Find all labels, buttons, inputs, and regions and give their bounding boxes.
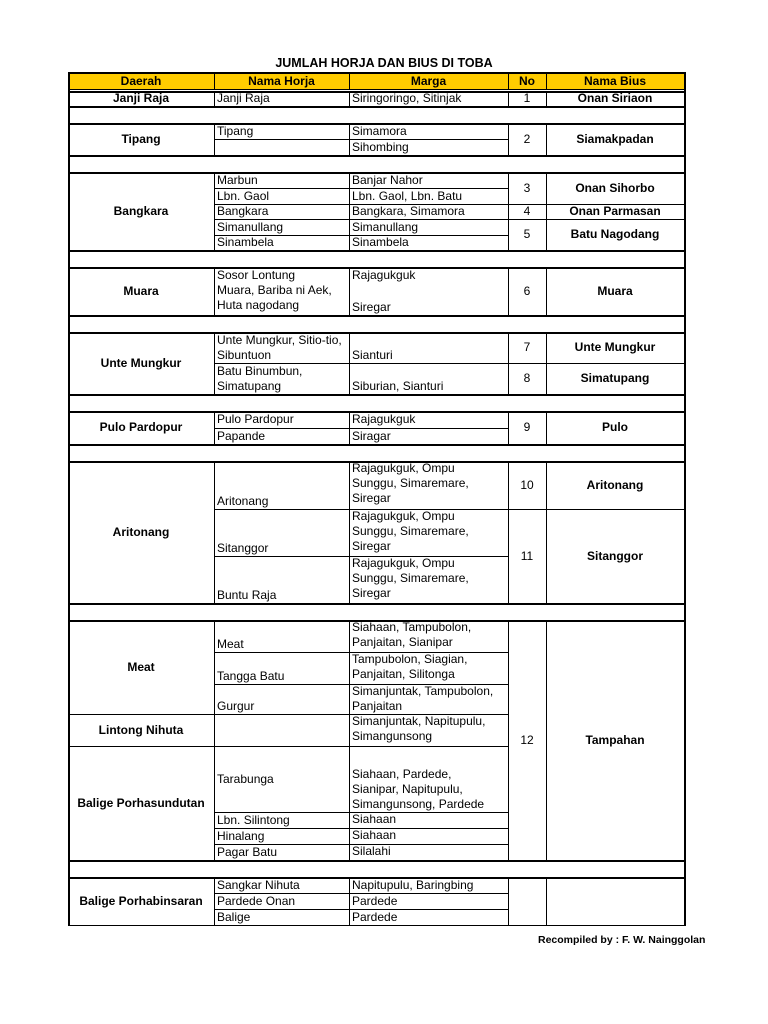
- no-cell: [511, 509, 543, 603]
- no-cell: [511, 363, 543, 394]
- marga-cell-text: Simanjuntak, Napitupulu, Simangunsong: [352, 714, 486, 743]
- marga-cell-text: Lbn. Gaol, Lbn. Batu: [352, 188, 463, 203]
- no-cell: [511, 620, 543, 860]
- bius-cell-text: Onan Parmasan: [569, 204, 661, 218]
- marga-cell-text: Banjar Nahor: [352, 172, 423, 187]
- daerah-cell: [71, 746, 211, 860]
- horja-cell: [217, 714, 346, 746]
- bius-cell-text: Unte Mungkur: [574, 340, 656, 354]
- no-cell: [511, 461, 543, 509]
- daerah-cell-text: Meat: [127, 659, 155, 674]
- grid-line: [508, 267, 509, 315]
- horja-cell: [217, 893, 346, 909]
- marga-cell-text: Siahaan: [352, 828, 397, 842]
- no-cell: [511, 332, 543, 363]
- marga-cell: [352, 828, 505, 844]
- marga-cell-text: Simamora: [352, 123, 407, 138]
- grid-line: [214, 172, 215, 250]
- marga-cell: [352, 172, 505, 188]
- header-nama-bius-text: Nama Bius: [583, 73, 647, 88]
- bius-cell: [549, 461, 681, 509]
- marga-cell: [352, 714, 505, 746]
- marga-cell: [352, 267, 505, 283]
- bius-cell: [549, 172, 681, 204]
- document-title: JUMLAH HORJA DAN BIUS DI TOBA: [275, 56, 493, 70]
- marga-cell: [352, 283, 505, 315]
- horja-cell-text: Aritonang: [217, 494, 269, 508]
- horja-cell-text: Buntu Raja: [217, 588, 277, 602]
- marga-cell-text: Siahaan, Pardede, Sianipar, Napitupulu, Simangunsong, Pardede: [352, 767, 485, 811]
- horja-cell-text: Sosor Lontung: [217, 267, 296, 282]
- horja-cell-text: Gurgur: [217, 699, 255, 713]
- grid-line: [546, 877, 547, 925]
- no-cell: [511, 267, 543, 315]
- marga-cell-text: Rajagukguk, Ompu Sunggu, Simaremare, Siregar: [352, 461, 469, 505]
- no-cell: [511, 219, 543, 250]
- grid-line: [68, 604, 686, 605]
- marga-cell-text: Simanullang: [352, 219, 419, 234]
- grid-line: [508, 72, 509, 89]
- bius-cell-text: Aritonang: [586, 477, 644, 492]
- header-marga: [352, 73, 505, 89]
- marga-cell-text: Silalahi: [352, 844, 391, 858]
- daerah-cell-text: Pulo Pardopur: [99, 420, 183, 434]
- marga-cell-text: Simanjuntak, Tampubolon, Panjaitan: [352, 684, 494, 713]
- marga-cell-text: Siregar: [352, 300, 391, 314]
- horja-cell: [217, 172, 346, 188]
- horja-cell: [217, 91, 346, 106]
- horja-cell: [217, 684, 346, 714]
- daerah-cell-text: Aritonang: [112, 524, 170, 539]
- daerah-cell: [71, 267, 211, 315]
- horja-cell-text: Pagar Batu: [217, 844, 278, 859]
- marga-cell: [352, 363, 505, 394]
- marga-cell: [352, 556, 505, 603]
- horja-cell: [217, 620, 346, 652]
- horja-cell: [217, 123, 346, 139]
- grid-line: [68, 89, 686, 90]
- horja-cell: [217, 411, 346, 428]
- marga-cell-text: Pardede: [352, 893, 398, 908]
- marga-cell-text: Napitupulu, Baringbing: [352, 877, 474, 892]
- marga-cell-text: Siburian, Sianturi: [352, 379, 444, 393]
- marga-cell-text: Sinambela: [352, 235, 409, 249]
- grid-line: [349, 267, 350, 315]
- grid-line: [546, 123, 547, 155]
- marga-cell-text: Siahaan, Tampubolon, Panjaitan, Sianipar: [352, 620, 472, 649]
- marga-cell: [352, 877, 505, 893]
- horja-cell-text: Tangga Batu: [217, 669, 285, 683]
- horja-cell-text: Hinalang: [217, 828, 265, 843]
- bius-cell-text: Siamakpadan: [576, 131, 654, 146]
- grid-line: [508, 620, 509, 860]
- marga-cell-text: Sianturi: [352, 348, 393, 362]
- marga-cell: [352, 509, 505, 556]
- daerah-cell: [71, 172, 211, 250]
- daerah-cell-text: Bangkara: [113, 203, 169, 218]
- horja-cell: [217, 812, 346, 828]
- marga-cell: [352, 909, 505, 925]
- no-cell: [511, 172, 543, 204]
- daerah-cell-text: Janji Raja: [112, 91, 170, 105]
- no-cell-text: 6: [523, 283, 531, 298]
- bius-cell: [549, 332, 681, 363]
- bius-cell-text: Muara: [597, 283, 633, 298]
- marga-cell-text: Siragar: [352, 428, 391, 443]
- horja-cell-text: Pulo Pardopur: [217, 412, 294, 426]
- grid-line: [684, 72, 686, 926]
- bius-cell: [549, 411, 681, 444]
- horja-cell-text: Meat: [217, 637, 244, 651]
- grid-line: [546, 620, 547, 860]
- grid-line: [508, 123, 509, 155]
- marga-cell: [352, 620, 505, 652]
- horja-cell: [217, 267, 346, 283]
- horja-cell: [217, 652, 346, 684]
- grid-line: [68, 251, 686, 252]
- marga-cell-text: Pardede: [352, 909, 398, 924]
- marga-cell: [352, 684, 505, 714]
- grid-line: [214, 267, 215, 315]
- no-cell-text: 5: [523, 227, 531, 241]
- grid-line: [508, 91, 509, 106]
- daerah-cell: [71, 411, 211, 444]
- horja-cell: [217, 828, 346, 844]
- horja-cell: [217, 461, 346, 509]
- marga-cell: [352, 204, 505, 219]
- footer-credit: Recompiled by : F. W. Nainggolan: [538, 934, 706, 946]
- header-no-text: No: [519, 73, 535, 88]
- horja-cell: [217, 746, 346, 812]
- marga-cell-text: Rajagukguk, Ompu Sunggu, Simaremare, Siregar: [352, 556, 469, 600]
- bius-cell-text: Batu Nagodang: [570, 227, 660, 241]
- grid-line: [214, 91, 215, 106]
- bius-cell: [549, 123, 681, 155]
- grid-line: [508, 877, 509, 925]
- grid-line: [349, 91, 350, 106]
- grid-line: [546, 172, 547, 250]
- no-cell-text: 10: [520, 477, 534, 492]
- no-cell-text: 12: [520, 732, 534, 747]
- grid-line: [349, 877, 350, 925]
- marga-cell-text: Siahaan: [352, 812, 397, 826]
- grid-line: [68, 861, 686, 862]
- bius-cell: [549, 91, 681, 106]
- horja-cell-text: Papande: [217, 428, 266, 443]
- daerah-cell-text: Muara: [123, 283, 159, 298]
- grid-line: [546, 72, 547, 89]
- no-cell-text: 4: [523, 204, 531, 218]
- horja-cell-text: Batu Binumbun, Simatupang: [217, 363, 303, 393]
- marga-cell: [352, 139, 505, 155]
- grid-line: [68, 316, 686, 317]
- marga-cell-text: Rajagukguk: [352, 412, 416, 426]
- no-cell-text: 9: [523, 420, 531, 434]
- horja-cell: [217, 909, 346, 925]
- grid-line: [68, 395, 686, 396]
- horja-cell-text: Tipang: [217, 123, 254, 138]
- bius-cell-text: Tampahan: [585, 732, 645, 747]
- marga-cell-text: Bangkara, Simamora: [352, 204, 465, 218]
- marga-cell: [352, 219, 505, 235]
- horja-cell: [217, 877, 346, 893]
- daerah-cell: [71, 91, 211, 106]
- bius-cell-text: Simatupang: [580, 371, 650, 385]
- bius-cell: [549, 204, 681, 219]
- daerah-cell: [71, 123, 211, 155]
- horja-cell-text: Tarabunga: [217, 771, 274, 786]
- horja-cell: [217, 363, 346, 394]
- grid-line: [349, 620, 350, 860]
- horja-cell: [217, 332, 346, 363]
- marga-cell-text: Siringoringo, Sitinjak: [352, 91, 462, 105]
- grid-line: [68, 156, 686, 157]
- no-cell-text: 7: [523, 340, 531, 354]
- header-marga-text: Marga: [410, 73, 447, 88]
- horja-cell-text: Lbn. Gaol: [217, 188, 270, 203]
- horja-cell: [217, 204, 346, 219]
- no-cell-text: 11: [520, 548, 534, 563]
- daerah-cell-text: Tipang: [121, 131, 161, 146]
- bius-cell: [549, 620, 681, 860]
- no-cell-text: 1: [523, 91, 531, 105]
- daerah-cell: [71, 877, 211, 925]
- header-nama-bius: [549, 73, 681, 89]
- grid-line: [214, 72, 215, 89]
- bius-cell: [549, 509, 681, 603]
- no-cell: [511, 411, 543, 444]
- no-cell-text: 8: [523, 371, 531, 385]
- horja-cell: [217, 139, 346, 155]
- horja-cell-text: Marbun: [217, 172, 258, 187]
- header-daerah: [71, 73, 211, 89]
- horja-cell: [217, 188, 346, 204]
- no-cell: [511, 91, 543, 106]
- horja-cell: [217, 235, 346, 250]
- horja-cell-text: Simanullang: [217, 219, 284, 234]
- grid-line: [214, 461, 215, 603]
- marga-cell: [352, 235, 505, 250]
- marga-cell: [352, 812, 505, 828]
- grid-line: [214, 877, 215, 925]
- marga-cell: [352, 746, 505, 812]
- no-cell-text: 2: [523, 131, 531, 146]
- marga-cell: [352, 893, 505, 909]
- bius-cell-text: Onan Siriaon: [577, 91, 653, 105]
- horja-cell-text: Sinambela: [217, 235, 274, 249]
- marga-cell-text: Rajagukguk, Ompu Sunggu, Simaremare, Siregar: [352, 509, 469, 553]
- header-daerah-text: Daerah: [120, 73, 162, 88]
- horja-cell: [217, 428, 346, 444]
- header-nama-horja-text: Nama Horja: [248, 73, 315, 88]
- grid-line: [214, 620, 215, 860]
- grid-line: [546, 411, 547, 444]
- horja-cell: [217, 844, 346, 860]
- grid-line: [508, 411, 509, 444]
- bius-cell-text: Sitanggor: [587, 548, 643, 563]
- horja-cell-text: Pardede Onan: [217, 893, 296, 908]
- marga-cell-text: Tampubolon, Siagian, Panjaitan, Silitonga: [352, 652, 468, 681]
- horja-cell-text: Lbn. Silintong: [217, 812, 290, 827]
- horja-cell: [217, 556, 346, 603]
- bius-cell: [549, 267, 681, 315]
- horja-cell-text: Unte Mungkur, Sitio-tio, Sibuntuon: [217, 332, 342, 362]
- grid-line: [214, 925, 508, 926]
- horja-cell-text: Sangkar Nihuta: [217, 877, 300, 892]
- grid-line: [349, 172, 350, 250]
- daerah-cell: [71, 714, 211, 746]
- grid-line: [68, 445, 686, 446]
- marga-cell: [352, 332, 505, 363]
- horja-cell: [217, 219, 346, 235]
- header-no: [511, 73, 543, 89]
- bius-cell: [549, 363, 681, 394]
- marga-cell: [352, 411, 505, 428]
- marga-cell-text: Rajagukguk: [352, 267, 416, 282]
- bius-cell-text: Pulo: [602, 420, 628, 434]
- grid-line: [68, 107, 686, 108]
- marga-cell: [352, 844, 505, 860]
- marga-cell: [352, 123, 505, 139]
- daerah-cell: [71, 620, 211, 714]
- marga-cell: [352, 428, 505, 444]
- daerah-cell: [71, 332, 211, 394]
- daerah-cell-text: Balige Porhabinsaran: [79, 893, 203, 908]
- horja-cell-text: Sitanggor: [217, 541, 269, 555]
- header-nama-horja: [217, 73, 346, 89]
- marga-cell: [352, 652, 505, 684]
- daerah-cell-text: Balige Porhasundutan: [77, 795, 205, 810]
- grid-line: [546, 91, 547, 106]
- grid-line: [68, 72, 686, 74]
- daerah-cell: [71, 461, 211, 603]
- marga-cell: [352, 188, 505, 204]
- daerah-cell-text: Unte Mungkur: [100, 355, 182, 370]
- horja-cell-text: Janji Raja: [217, 91, 270, 105]
- marga-cell: [352, 91, 505, 106]
- grid-line: [546, 461, 547, 603]
- grid-line: [508, 172, 509, 250]
- horja-cell-text: Bangkara: [217, 204, 269, 218]
- grid-line: [68, 72, 70, 926]
- bius-cell-text: Onan Sihorbo: [575, 180, 655, 195]
- grid-line: [546, 267, 547, 315]
- grid-line: [349, 72, 350, 89]
- horja-cell: [217, 283, 346, 315]
- no-cell: [511, 123, 543, 155]
- marga-cell-text: Sihombing: [352, 139, 409, 154]
- bius-cell: [549, 219, 681, 250]
- no-cell-text: 3: [523, 180, 531, 195]
- grid-line: [508, 461, 509, 603]
- daerah-cell-text: Lintong Nihuta: [98, 722, 184, 737]
- grid-line: [349, 461, 350, 603]
- marga-cell: [352, 461, 505, 509]
- horja-cell: [217, 509, 346, 556]
- horja-cell-text: Muara, Bariba ni Aek, Huta nagodang: [217, 283, 332, 312]
- horja-cell-text: Balige: [217, 909, 251, 924]
- no-cell: [511, 204, 543, 219]
